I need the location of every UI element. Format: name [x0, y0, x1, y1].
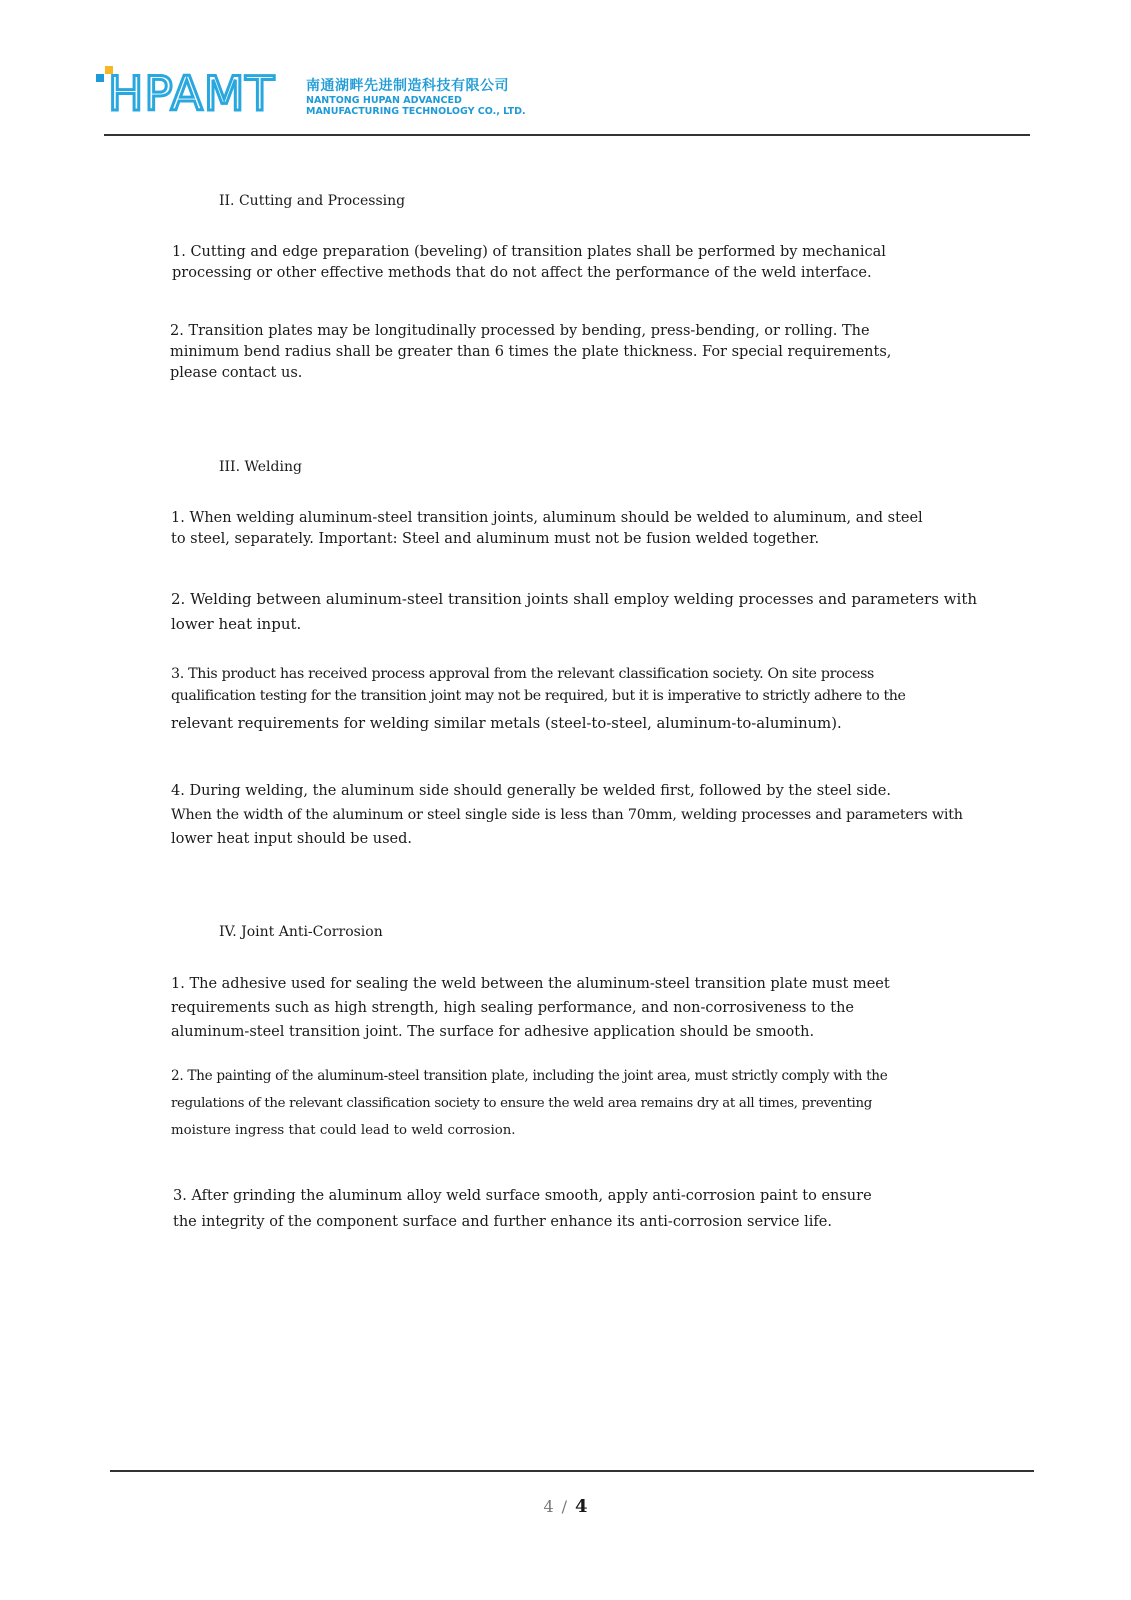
paragraph	[171, 1063, 888, 1144]
current-page: 4	[543, 1497, 554, 1516]
paragraph-line: 1. The adhesive used for sealing the weld between the aluminum-steel transition plate must meet	[171, 976, 890, 992]
company-name	[306, 77, 526, 117]
paragraph	[171, 587, 977, 637]
paragraph-line: lower heat input should be used.	[171, 831, 413, 847]
company-name-en-line1: NANTONG HUPAN ADVANCED	[306, 95, 462, 106]
paragraph-line: the integrity of the component surface and further enhance its anti-corrosion service life.	[173, 1214, 832, 1230]
page-number	[0, 1496, 1131, 1517]
page-separator: /	[561, 1497, 568, 1516]
paragraph-line: When the width of the aluminum or steel single side is less than 70mm, welding processes and parameters with	[171, 807, 963, 823]
paragraph	[171, 779, 963, 851]
paragraph-line: 2. Transition plates may be longitudinally processed by bending, press-bending, or rolling. The	[170, 323, 870, 339]
paragraph	[172, 242, 886, 284]
paragraph-line: please contact us.	[170, 365, 303, 381]
header-divider	[104, 134, 1030, 136]
paragraph-line: regulations of the relevant classification society to ensure the weld area remains dry at all times, preventing	[171, 1096, 872, 1111]
paragraph-line: processing or other effective methods that do not affect the performance of the weld interface.	[172, 265, 872, 281]
section-title-cutting: II. Cutting and Processing	[219, 193, 406, 209]
paragraph	[170, 321, 891, 384]
page-header	[0, 0, 1131, 140]
paragraph	[173, 1183, 872, 1235]
paragraph	[171, 508, 923, 550]
paragraph-line: aluminum-steel transition joint. The surface for adhesive application should be smooth.	[171, 1024, 815, 1040]
section-title-anti-corrosion: IV. Joint Anti-Corrosion	[219, 924, 383, 940]
paragraph-line: 3. This product has received process approval from the relevant classification society. On site process	[171, 666, 875, 682]
paragraph-line: relevant requirements for welding similar metals (steel-to-steel, aluminum-to-aluminum).	[171, 715, 842, 732]
paragraph-line: to steel, separately. Important: Steel and aluminum must not be fusion welded together.	[171, 531, 820, 547]
paragraph-line: minimum bend radius shall be greater than 6 times the plate thickness. For special requirements,	[170, 344, 892, 360]
paragraph-line: 1. Cutting and edge preparation (beveling) of transition plates shall be performed by mechanical	[172, 244, 886, 260]
paragraph-line: lower heat input.	[171, 615, 302, 633]
logo-text: HPAMT	[108, 67, 276, 122]
paragraph-line: qualification testing for the transition joint may not be required, but it is imperative to strictly adhere to the	[171, 688, 906, 704]
footer-divider	[110, 1470, 1034, 1472]
paragraph-line: moisture ingress that could lead to weld corrosion.	[171, 1123, 516, 1138]
paragraph	[171, 664, 906, 741]
paragraph-line: 2. The painting of the aluminum-steel transition plate, including the joint area, must strictly comply with the	[171, 1068, 888, 1084]
paragraph-line: 1. When welding aluminum-steel transition joints, aluminum should be welded to aluminum, and steel	[171, 510, 923, 526]
paragraph	[171, 972, 890, 1044]
company-name-cn: 南通湖畔先进制造科技有限公司	[306, 78, 509, 94]
total-pages: 4	[575, 1496, 588, 1517]
section-title-welding: III. Welding	[219, 459, 302, 475]
company-logo	[96, 66, 286, 122]
paragraph-line: requirements such as high strength, high sealing performance, and non-corrosiveness to the	[171, 1000, 855, 1016]
company-name-en-line2: MANUFACTURING TECHNOLOGY CO., LTD.	[306, 106, 526, 117]
paragraph-line: 4. During welding, the aluminum side should generally be welded first, followed by the steel side.	[171, 783, 891, 799]
logo-blue-square-icon	[96, 74, 104, 82]
paragraph-line: 2. Welding between aluminum-steel transition joints shall employ welding processes and parameters with	[171, 590, 978, 608]
paragraph-line: 3. After grinding the aluminum alloy weld surface smooth, apply anti-corrosion paint to ensure	[173, 1188, 872, 1204]
